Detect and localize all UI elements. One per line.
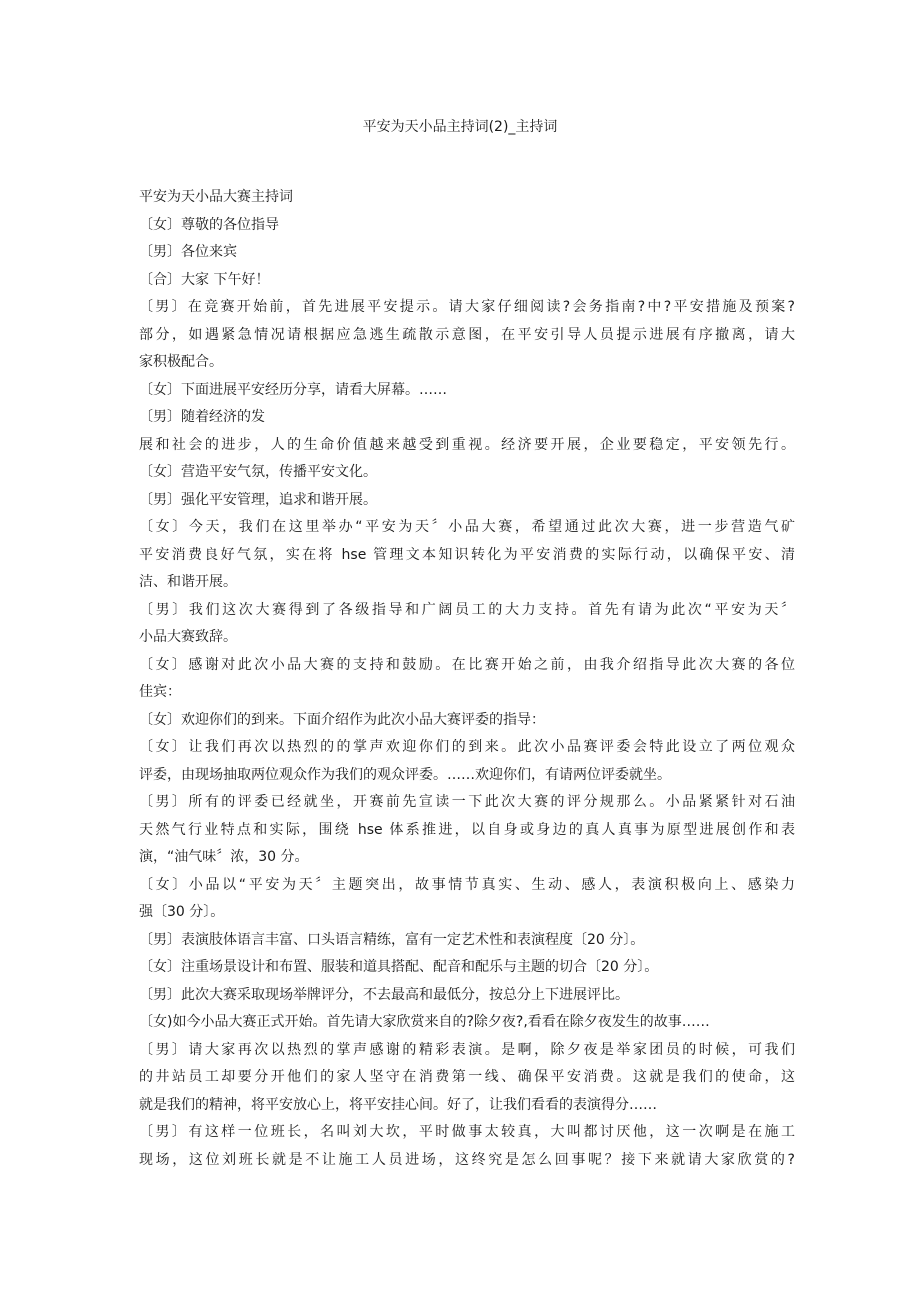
text-line: 〔女〕今天，我们在这里举办“平安为天〞小品大赛，希望通过此次大赛，进一步营造气矿 — [139, 519, 795, 535]
text-line: 〔女〕注重场景设计和布置、服装和道具搭配、配音和配乐与主题的切合〔20 分〕。 — [139, 959, 659, 975]
text-line: 评委，由现场抽取两位观众作为我们的观众评委。……欢迎你们，有请两位评委就坐。 — [139, 766, 671, 783]
text-line: 〔女〕让我们再次以热烈的的掌声欢迎你们的到来。此次小品赛评委会特此设立了两位观众 — [139, 739, 795, 755]
text-line: 的井站员工却要分开他们的家人坚守在消费第一线、确保平安消费。这就是我们的使命，这 — [139, 1069, 795, 1085]
text-line: 〔女〕感谢对此次小品大赛的支持和鼓励。在比赛开始之前，由我介绍指导此次大赛的各位 — [139, 656, 795, 673]
text-line: 小品大赛致辞。 — [139, 629, 237, 645]
text-line: 〔女〕尊敬的各位指导 — [139, 216, 279, 233]
text-line: 〔男〕所有的评委已经就坐，开赛前先宣读一下此次大赛的评分规那么。小品紧紧针对石油 — [139, 794, 795, 810]
text-line: 〔男〕随着经济的发 — [139, 409, 265, 425]
text-line: 就是我们的精神，将平安放心上，将平安挂心间。好了，让我们看看的表演得分…… — [139, 1096, 657, 1113]
text-line: 洁、和谐开展。 — [139, 574, 237, 590]
text-line: 部分，如遇紧急情况请根据应急逃生疏散示意图，在平安引导人员提示进展有序撤离，请大 — [139, 326, 795, 343]
text-line: 佳宾： — [139, 684, 181, 700]
text-line: 〔女〕欢迎你们的到来。下面介绍作为此次小品大赛评委的指导： — [139, 711, 545, 728]
text-line: 〔女〕营造平安气氛，传播平安文化。 — [139, 464, 377, 480]
text-line: 现场，这位刘班长就是不让施工人员进场，这终究是怎么回事呢？接下来就请大家欣赏的? — [139, 1151, 795, 1168]
text-line: 演，“油气味〞浓，30 分。 — [139, 849, 309, 865]
text-line: 〔男〕在竞赛开始前，首先进展平安提示。请大家仔细阅读?会务指南?中?平安措施及预案? — [139, 299, 795, 315]
text-line: 展和社会的进步，人的生命价值越来越受到重视。经济要开展，企业要稳定，平安领先行。 — [139, 436, 795, 453]
text-line: 〔男〕表演肢体语言丰富、口头语言精练，富有一定艺术性和表演程度〔20 分〕。 — [139, 931, 645, 948]
document-body — [139, 184, 795, 1174]
text-line: 〔男〕各位来宾 — [139, 244, 237, 260]
text-line: 家积极配合。 — [139, 354, 223, 370]
text-line: 〔男〕此次大赛采取现场举牌评分，不去最高和最低分，按总分上下进展评比。 — [139, 986, 629, 1003]
text-line: 天然气行业特点和实际，围绕 hse 体系推进，以自身或身边的真人真事为原型进展创作和表 — [139, 821, 795, 838]
text-line: 〔女)如今小品大赛正式开始。首先请大家欣赏来自的?除夕夜?,看看在除夕夜发生的故事…… — [139, 1014, 710, 1030]
text-line: 〔男〕强化平安管理，追求和谐开展。 — [139, 491, 377, 508]
text-line: 平安消费良好气氛，实在将 hse 管理文本知识转化为平安消费的实际行动，以确保平安、清 — [139, 546, 795, 563]
text-line: 〔男〕我们这次大赛得到了各级指导和广阔员工的大力支持。首先有请为此次“平安为天〞 — [139, 601, 795, 618]
text-line: 〔合〕大家 下午好！ — [139, 271, 270, 288]
text-line: 强〔30 分〕。 — [139, 904, 225, 920]
text-line: 〔男〕请大家再次以热烈的掌声感谢的精彩表演。是啊，除夕夜是举家团员的时候，可我们 — [139, 1041, 795, 1058]
text-line: 〔女〕小品以“平安为天〞主题突出，故事情节真实、生动、感人，表演积极向上、感染力 — [139, 876, 795, 893]
text-line: 平安为天小品大赛主持词 — [139, 189, 293, 205]
text-line: 〔女〕下面进展平安经历分享，请看大屏幕。…… — [139, 381, 447, 398]
text-line: 〔男〕有这样一位班长，名叫刘大坎，平时做事太较真，大叫都讨厌他，这一次啊是在施工 — [139, 1124, 795, 1140]
document-title: 平安为天小品主持词(2)_主持词 — [362, 119, 558, 135]
